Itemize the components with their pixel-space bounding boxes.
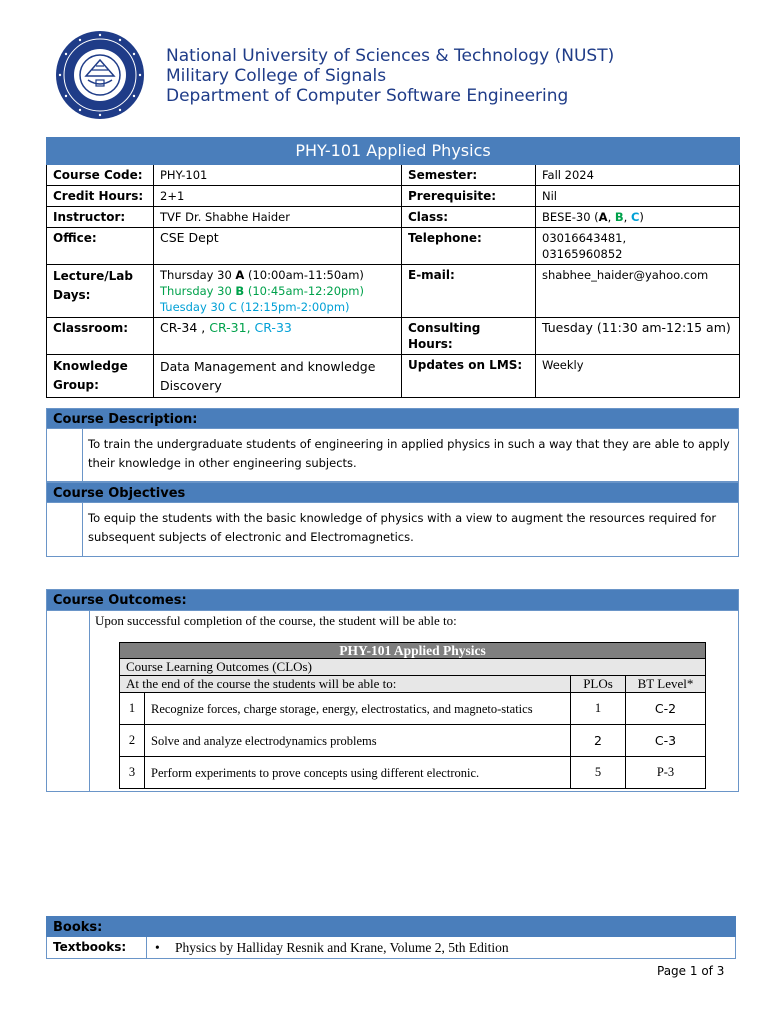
clo-col-plos: PLOs <box>571 676 626 693</box>
books-heading: Books: <box>46 916 736 937</box>
clo-num: 1 <box>120 693 145 725</box>
objectives-text: To equip the students with the basic knowledge of physics with a view to augment the resources required for subsequent subjects of electronic and Electromagnetics. <box>88 511 717 544</box>
college-name: Military College of Signals <box>166 66 387 86</box>
textbook-item: • Physics by Halliday Resnik and Krane, Volume 2, 5th Edition <box>155 939 509 955</box>
telephone-value: 03016643481, 03165960852 <box>536 228 740 265</box>
clo-table-title: PHY-101 Applied Physics <box>120 643 706 659</box>
clo-text: Perform experiments to prove concepts using different electronic. <box>145 757 571 789</box>
table-row <box>120 693 706 725</box>
description-section <box>46 408 739 557</box>
credit-hours-value: 2+1 <box>154 186 402 207</box>
office-label: Office: <box>47 228 154 265</box>
table-row <box>120 725 706 757</box>
table-row <box>120 757 706 789</box>
university-name: National University of Sciences & Technology (NUST) <box>166 46 615 66</box>
lecture-days-label: Lecture/Lab Days: <box>47 265 154 318</box>
office-value: CSE Dept <box>154 228 402 265</box>
textbooks-label: Textbooks: <box>47 937 147 958</box>
description-text: To train the undergraduate students of engineering in applied physics in such a way that they are able to apply their knowledge in other engineering subjects. <box>88 437 730 470</box>
clo-num: 2 <box>120 725 145 757</box>
knowledge-group-label: Knowledge Group: <box>47 355 154 398</box>
department-name: Department of Computer Software Engineering <box>166 86 569 106</box>
clo-heading: Course Learning Outcomes (CLOs) <box>120 659 706 676</box>
prerequisite-value: Nil <box>536 186 740 207</box>
bullet-icon: • <box>155 939 160 955</box>
clo-bt: C-2 <box>626 693 706 725</box>
nust-seal-logo <box>52 30 148 120</box>
telephone-label: Telephone: <box>402 228 536 265</box>
course-code-value: PHY-101 <box>154 165 402 186</box>
semester-value: Fall 2024 <box>536 165 740 186</box>
email-value: shabhee_haider@yahoo.com <box>536 265 740 318</box>
page-number: Page 1 of 3 <box>657 964 725 978</box>
lms-value: Weekly <box>536 355 740 398</box>
clo-col-bt: BT Level* <box>626 676 706 693</box>
course-code-label: Course Code: <box>47 165 154 186</box>
outcomes-intro: Upon successful completion of the course, the student will be able to: <box>95 613 457 628</box>
clo-table <box>119 642 706 789</box>
consulting-hours-value: Tuesday (11:30 am-12:15 am) <box>536 318 740 355</box>
prerequisite-label: Prerequisite: <box>402 186 536 207</box>
outcomes-heading: Course Outcomes: <box>47 590 738 611</box>
outcomes-section <box>46 589 739 792</box>
clo-bt: P-3 <box>626 757 706 789</box>
clo-text: Solve and analyze electrodynamics problems <box>145 725 571 757</box>
clo-plo: 1 <box>571 693 626 725</box>
classroom-label: Classroom: <box>47 318 154 355</box>
clo-bt: C-3 <box>626 725 706 757</box>
instructor-value: TVF Dr. Shabhe Haider <box>154 207 402 228</box>
clo-text: Recognize forces, charge storage, energy, electrostatics, and magneto-statics <box>145 693 571 725</box>
description-heading: Course Description: <box>46 408 739 429</box>
lecture-days-value: Thursday 30 A (10:00am-11:50am) Thursday 30 B (10:45am-12:20pm) Tuesday 30 C (12:15pm-2:00pm) <box>154 265 402 318</box>
course-info-table <box>46 137 740 398</box>
instructor-label: Instructor: <box>47 207 154 228</box>
semester-label: Semester: <box>402 165 536 186</box>
knowledge-group-value: Data Management and knowledge Discovery <box>154 355 402 398</box>
clo-col-statement: At the end of the course the students will be able to: <box>120 676 571 693</box>
email-label: E-mail: <box>402 265 536 318</box>
class-label: Class: <box>402 207 536 228</box>
lms-label: Updates on LMS: <box>402 355 536 398</box>
consulting-hours-label: Consulting Hours: <box>402 318 536 355</box>
clo-num: 3 <box>120 757 145 789</box>
class-value: BESE-30 (A, B, C) <box>536 207 740 228</box>
clo-plo: 2 <box>571 725 626 757</box>
course-title: PHY-101 Applied Physics <box>47 138 740 165</box>
credit-hours-label: Credit Hours: <box>47 186 154 207</box>
clo-plo: 5 <box>571 757 626 789</box>
letterhead <box>52 30 712 120</box>
books-section <box>46 916 736 959</box>
classroom-value: CR-34 , CR-31, CR-33 <box>154 318 402 355</box>
objectives-heading: Course Objectives <box>46 482 739 503</box>
